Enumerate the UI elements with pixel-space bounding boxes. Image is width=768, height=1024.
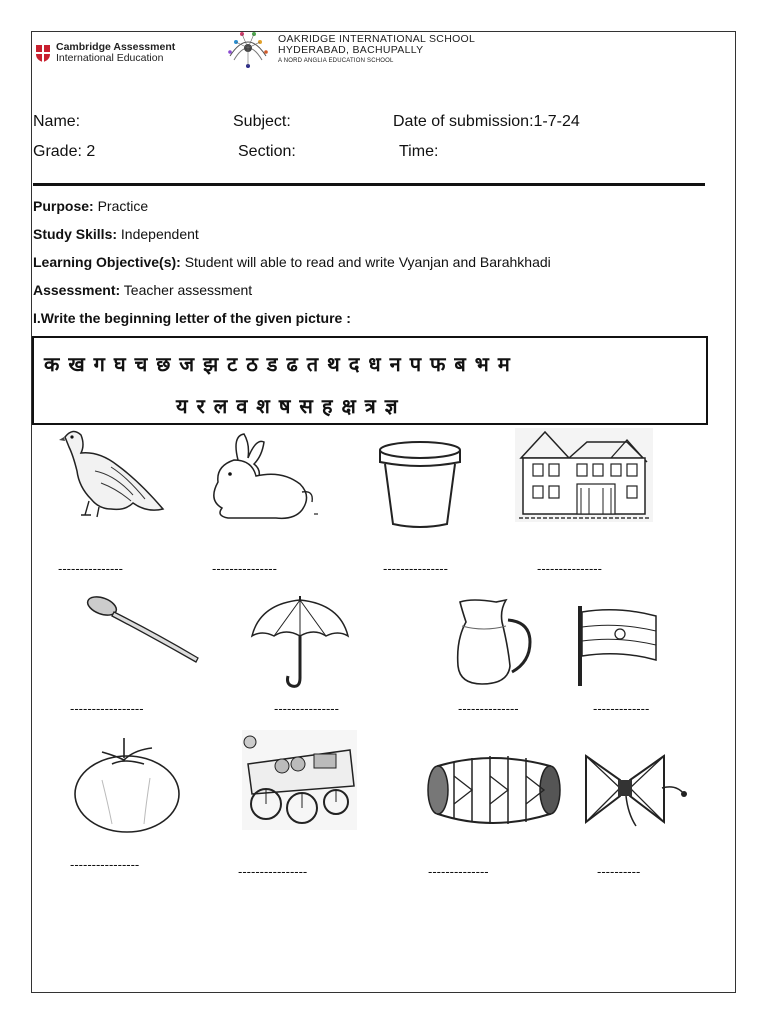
damru-icon	[576, 750, 688, 832]
time-label: Time:	[399, 143, 439, 160]
assessment-line	[33, 282, 252, 298]
answer-blank-12[interactable]: ----------	[597, 864, 641, 879]
oakridge-line1: OAKRIDGE INTERNATIONAL SCHOOL	[278, 32, 476, 45]
assessment-value: Teacher assessment	[120, 282, 253, 298]
umbrella-icon	[250, 594, 350, 690]
section-label: Section:	[238, 143, 296, 160]
date-label: Date of submission:1-7-24	[393, 113, 580, 130]
oakridge-line3: A NORD ANGLIA EDUCATION SCHOOL	[278, 57, 394, 64]
answer-blank-9[interactable]: ----------------	[70, 857, 140, 872]
alphabet-box	[32, 336, 708, 425]
grade-label: Grade: 2	[33, 143, 96, 160]
pot-icon	[375, 438, 465, 532]
cart-icon	[242, 730, 357, 830]
purpose-line	[33, 198, 148, 214]
answer-blank-2[interactable]: ---------------	[212, 561, 277, 576]
name-label: Name:	[33, 113, 81, 130]
cambridge-line2: International Education	[56, 52, 164, 64]
objective-line	[33, 254, 551, 270]
subject-label: Subject:	[233, 113, 291, 130]
study-skills-line	[33, 226, 199, 242]
spoon-icon	[84, 594, 202, 664]
pigeon-icon	[55, 425, 170, 520]
drum-icon	[424, 752, 562, 830]
purpose-value: Practice	[93, 198, 149, 214]
oakridge-line2: HYDERABAD, BACHUPALLY	[278, 43, 424, 56]
house-icon	[515, 428, 653, 522]
rabbit-icon	[198, 430, 320, 522]
header-divider	[33, 183, 705, 186]
alphabet-row-2: य र ल व श ष स ह क्ष त्र ज्ञ	[176, 394, 399, 418]
answer-blank-1[interactable]: ---------------	[58, 561, 123, 576]
answer-blank-3[interactable]: ---------------	[383, 561, 448, 576]
alphabet-row-1: क ख ग घ च छ ज झ ट ठ ड ढ त थ द ध न प फ ब भ म	[44, 352, 511, 376]
study-skills-value: Independent	[117, 226, 199, 242]
cambridge-shield-icon	[35, 44, 51, 63]
jug-icon	[452, 596, 536, 688]
answer-blank-6[interactable]: ---------------	[274, 701, 339, 716]
cambridge-logo	[35, 42, 175, 64]
assessment-label: Assessment:	[33, 282, 121, 298]
purpose-label: Purpose:	[33, 198, 94, 214]
answer-blank-7[interactable]: --------------	[458, 701, 519, 716]
oakridge-logo	[222, 26, 475, 74]
instruction: I.Write the beginning letter of the given picture :	[33, 310, 351, 326]
study-skills-label: Study Skills:	[33, 226, 118, 242]
answer-blank-10[interactable]: ----------------	[238, 864, 308, 879]
answer-blank-11[interactable]: --------------	[428, 864, 489, 879]
answer-blank-4[interactable]: ---------------	[537, 561, 602, 576]
answer-blank-5[interactable]: -----------------	[70, 701, 144, 716]
tomato-icon	[72, 734, 182, 836]
objective-value: Student will able to read and write Vyanjan and Barahkhadi	[180, 254, 551, 270]
flag-icon	[574, 604, 660, 686]
cambridge-line1: Cambridge Assessment	[56, 41, 176, 53]
oakridge-emblem-icon	[222, 26, 274, 74]
objective-label: Learning Objective(s):	[33, 254, 181, 270]
answer-blank-8[interactable]: -------------	[593, 701, 650, 716]
